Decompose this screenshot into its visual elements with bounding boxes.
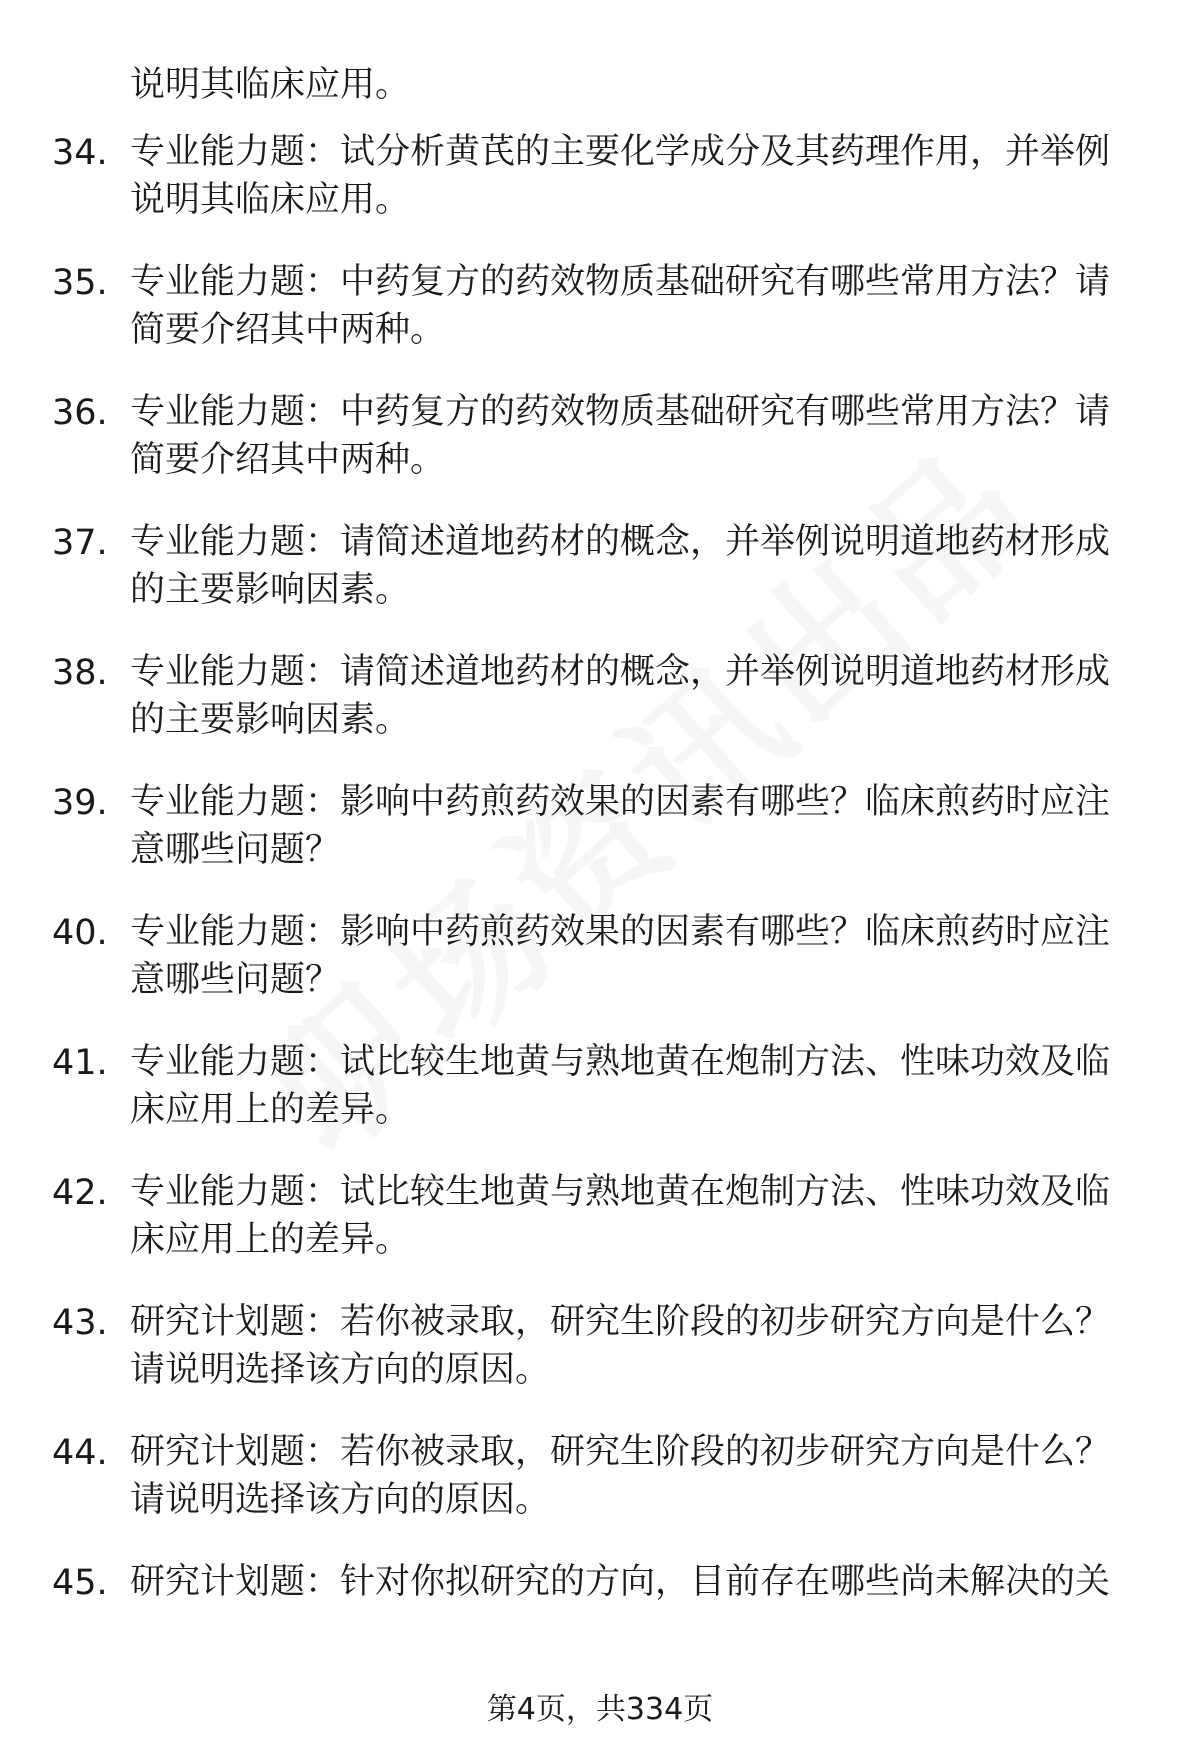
question-item bbox=[0, 1168, 1200, 1298]
question-line: 意哪些问题？ bbox=[130, 830, 341, 870]
question-line: 专业能力题：请简述道地药材的概念，并举例说明道地药材形成 bbox=[130, 522, 1111, 562]
question-number: 41. bbox=[52, 1043, 108, 1083]
question-text bbox=[130, 128, 1140, 224]
question-text bbox=[130, 388, 1140, 484]
question-number: 34. bbox=[52, 133, 108, 173]
question-line: 专业能力题：试分析黄芪的主要化学成分及其药理作用，并举例 bbox=[130, 132, 1111, 172]
question-item bbox=[0, 1558, 1200, 1688]
question-line: 请说明选择该方向的原因。 bbox=[130, 1350, 551, 1390]
question-item bbox=[0, 258, 1200, 388]
question-line: 说明其临床应用。 bbox=[130, 180, 411, 220]
question-text bbox=[130, 258, 1140, 354]
question-line: 简要介绍其中两种。 bbox=[130, 310, 446, 350]
question-item bbox=[0, 908, 1200, 1038]
page-number-footer: 第4页，共334页 bbox=[486, 1692, 714, 1727]
question-line: 研究计划题：若你被录取，研究生阶段的初步研究方向是什么？ bbox=[130, 1302, 1111, 1342]
question-number: 43. bbox=[52, 1303, 108, 1343]
question-line: 的主要影响因素。 bbox=[130, 570, 411, 610]
question-number: 42. bbox=[52, 1173, 108, 1213]
question-line: 请说明选择该方向的原因。 bbox=[130, 1480, 551, 1520]
question-text bbox=[130, 518, 1140, 614]
question-item bbox=[0, 1298, 1200, 1428]
question-line: 床应用上的差异。 bbox=[130, 1090, 411, 1130]
question-number: 36. bbox=[52, 393, 108, 433]
question-list bbox=[0, 128, 1200, 1688]
question-line: 专业能力题：中药复方的药效物质基础研究有哪些常用方法？请 bbox=[130, 392, 1111, 432]
question-line: 专业能力题：试比较生地黄与熟地黄在炮制方法、性味功效及临 bbox=[130, 1042, 1111, 1082]
question-text bbox=[130, 1038, 1140, 1134]
question-number: 40. bbox=[52, 913, 108, 953]
question-item bbox=[0, 388, 1200, 518]
question-line: 专业能力题：影响中药煎药效果的因素有哪些？临床煎药时应注 bbox=[130, 912, 1111, 952]
question-item bbox=[0, 1428, 1200, 1558]
question-line: 床应用上的差异。 bbox=[130, 1220, 411, 1260]
question-number: 45. bbox=[52, 1563, 108, 1603]
continued-text: 说明其临床应用。 bbox=[130, 65, 411, 105]
question-item bbox=[0, 518, 1200, 648]
question-number: 37. bbox=[52, 523, 108, 563]
question-number: 38. bbox=[52, 653, 108, 693]
question-number: 39. bbox=[52, 783, 108, 823]
question-text bbox=[130, 908, 1140, 1004]
question-item bbox=[0, 648, 1200, 778]
question-number: 35. bbox=[52, 263, 108, 303]
question-line: 意哪些问题？ bbox=[130, 960, 341, 1000]
question-line: 专业能力题：请简述道地药材的概念，并举例说明道地药材形成 bbox=[130, 652, 1111, 692]
question-item bbox=[0, 778, 1200, 908]
question-line: 简要介绍其中两种。 bbox=[130, 440, 446, 480]
question-text bbox=[130, 648, 1140, 744]
question-text bbox=[130, 1168, 1140, 1264]
question-item bbox=[0, 128, 1200, 258]
question-line: 研究计划题：若你被录取，研究生阶段的初步研究方向是什么？ bbox=[130, 1432, 1111, 1472]
question-text bbox=[130, 1558, 1140, 1606]
question-number: 44. bbox=[52, 1433, 108, 1473]
question-text bbox=[130, 1298, 1140, 1394]
question-line: 专业能力题：影响中药煎药效果的因素有哪些？临床煎药时应注 bbox=[130, 782, 1111, 822]
question-line: 研究计划题：针对你拟研究的方向，目前存在哪些尚未解决的关 bbox=[130, 1562, 1111, 1602]
question-text bbox=[130, 778, 1140, 874]
question-text bbox=[130, 1428, 1140, 1524]
question-line: 的主要影响因素。 bbox=[130, 700, 411, 740]
question-item bbox=[0, 1038, 1200, 1168]
question-line: 专业能力题：中药复方的药效物质基础研究有哪些常用方法？请 bbox=[130, 262, 1111, 302]
question-line: 专业能力题：试比较生地黄与熟地黄在炮制方法、性味功效及临 bbox=[130, 1172, 1111, 1212]
